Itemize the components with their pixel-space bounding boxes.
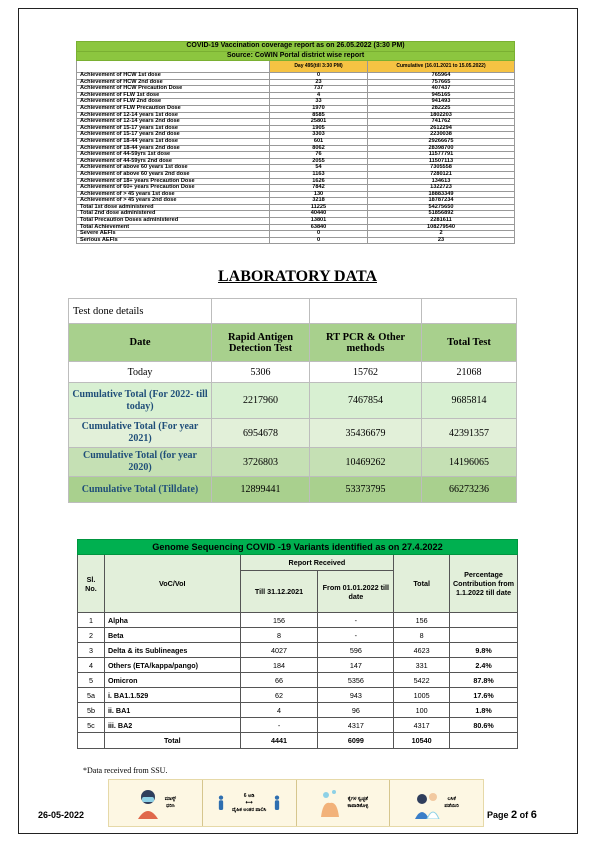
table-row: Achievement of FLW Precaution Dose 1970 282225 <box>77 105 515 112</box>
banner-vaccine-segment: ಲಸಿಕೆ ಪಡೆಯಿರಿ <box>389 780 483 826</box>
vaccination-header-day: Day 495(till 3:30 PM) <box>270 61 368 73</box>
table-row: Total 2nd dose administered 40440 51856892 <box>77 211 515 218</box>
table-row: Achievement of HCW Precaution Dose 737 407437 <box>77 86 515 93</box>
table-row: Cumulative Total (For year 2021) 6954678 35436679 42391357 <box>69 419 517 448</box>
genome-header-total: Total <box>394 555 450 613</box>
lab-header-date: Date <box>69 324 212 362</box>
table-row: Achievement of HCW 1st dose 0 765964 <box>77 73 515 80</box>
lab-header-total: Total Test <box>422 324 517 362</box>
genome-total-row: Total 4441 6099 10540 <box>78 733 518 749</box>
table-row: Achievement of above 60 years 2nd dose 1163 7280121 <box>77 171 515 178</box>
vaccination-subtitle: Source: CoWIN Portal district wise report <box>77 51 515 61</box>
table-row: Achievement of above 60 years 1st dose 54 7305558 <box>77 165 515 172</box>
laboratory-caption: Test done details <box>69 299 212 324</box>
table-row: Today 5306 15762 21068 <box>69 362 517 383</box>
genome-header-report: Report Received <box>240 555 394 571</box>
vaccination-table <box>76 41 515 244</box>
distance-arrow-icon: ⟷ <box>245 799 253 806</box>
laboratory-title: LABORATORY DATA <box>217 268 377 285</box>
table-row: Achievement of FLW 1st dose 4 945165 <box>77 92 515 99</box>
banner-distance-segment: 6 ಅಡಿ ⟷ ದೈಹಿಕ ಅಂತರ ಪಾಲಿಸಿ <box>202 780 296 826</box>
table-row: 5 Omicron 66 5356 5422 87.8% <box>78 673 518 688</box>
table-row: Achievement of FLW 2nd dose 33 941493 <box>77 99 515 106</box>
footnote: *Data received from SSU. <box>83 766 168 775</box>
genome-header-till: Till 31.12.2021 <box>240 571 318 613</box>
table-row: Serious AEFIs 0 23 <box>77 237 515 244</box>
table-row: Achievement of > 45 years 2nd dose 3218 18787234 <box>77 198 515 205</box>
table-row: Total 1st dose administered 11225 54275650 <box>77 204 515 211</box>
footer-date: 26-05-2022 <box>38 810 85 820</box>
table-row: 1 Alpha 156 - 156 <box>78 613 518 628</box>
table-row: Achievement of 44-59yrs 1st dose 76 11577791 <box>77 152 515 159</box>
genome-header-pct: Percentage Contribution from 1.1.2022 till date <box>450 555 518 613</box>
table-row: Total Precaution Doses administered 13801 2281611 <box>77 218 515 225</box>
vaccination-title: COVID-19 Vaccination coverage report as on 26.05.2022 (3:30 PM) <box>77 42 515 52</box>
vaccination-header-cumulative: Cumulative (16.01.2021 to 15.05.2022) <box>368 61 515 73</box>
table-row: 2 Beta 8 - 8 <box>78 628 518 643</box>
table-row: Severe AEFIs 0 2 <box>77 231 515 238</box>
table-row: Achievement of 18+ years Precaution Dose 1626 134613 <box>77 178 515 185</box>
table-row: Achievement of 15-17 years 2nd dose 3303 2230038 <box>77 132 515 139</box>
table-row: 4 Others (ETA/kappa/pango) 184 147 331 2.4% <box>78 658 518 673</box>
laboratory-table <box>68 298 517 503</box>
table-row: Achievement of HCW 2nd dose 23 757665 <box>77 79 515 86</box>
table-row: 5b ii. BA1 4 96 100 1.8% <box>78 703 518 718</box>
vaccination-header-blank <box>77 61 270 73</box>
handwash-icon <box>317 787 343 819</box>
table-row: Cumulative Total (For 2022- till today) 2217960 7467854 9685814 <box>69 383 517 419</box>
genome-header-slno: Sl. No. <box>78 555 105 613</box>
genome-header-from: From 01.01.2022 till date <box>318 571 394 613</box>
page-number: Page 2 of 6 <box>487 809 537 821</box>
table-row: Achievement of 12-14 years 2nd dose 25801 741762 <box>77 119 515 126</box>
person-icon <box>270 787 284 819</box>
table-row: Achievement of 18-44 years 2nd dose 8062 28398700 <box>77 145 515 152</box>
genome-header-voc: VoC/VoI <box>104 555 240 613</box>
table-row: Cumulative Total (for year 2020) 3726803 10469262 14196065 <box>69 448 517 477</box>
table-row: 3 Delta & its Sublineages 4027 596 4623 9.8% <box>78 643 518 658</box>
table-row: 5a i. BA1.1.529 62 943 1005 17.6% <box>78 688 518 703</box>
table-row: Cumulative Total (Tilldate) 12899441 53373795 66273236 <box>69 477 517 503</box>
table-row: Achievement of 60+ years Precaution Dose 7842 1322723 <box>77 185 515 192</box>
table-row: Achievement of 12-14 years 1st dose 8585 1802203 <box>77 112 515 119</box>
mask-person-icon <box>135 787 161 819</box>
table-row: Achievement of 44-59yrs 2nd dose 2055 11507113 <box>77 158 515 165</box>
table-row: 5c iii. BA2 - 4317 4317 80.6% <box>78 718 518 733</box>
banner-mask-segment: ಮಾಸ್ಕ್ ಧರಿಸಿ <box>109 780 202 826</box>
table-row: Achievement of 18-44 years 1st dose 601 29266675 <box>77 138 515 145</box>
genome-title: Genome Sequencing COVID -19 Variants identified as on 27.4.2022 <box>78 540 518 555</box>
awareness-banner <box>108 779 484 827</box>
genome-table <box>77 539 518 749</box>
table-row: Achievement of > 45 years 1st dose 130 18883349 <box>77 191 515 198</box>
table-row: Total Achievement 63840 108279540 <box>77 224 515 231</box>
lab-header-rat: Rapid Antigen Detection Test <box>212 324 310 362</box>
person-icon <box>214 787 228 819</box>
banner-handwash-segment: ಕೈಗಳ ಸ್ವಚ್ಛತೆ ಕಾಪಾಡಿಕೊಳ್ಳಿ <box>296 780 390 826</box>
table-row: Achievement of 15-17 years 1st dose 1905 2612294 <box>77 125 515 132</box>
vaccine-icon <box>414 787 440 819</box>
lab-header-rtpcr: RT PCR & Other methods <box>310 324 422 362</box>
